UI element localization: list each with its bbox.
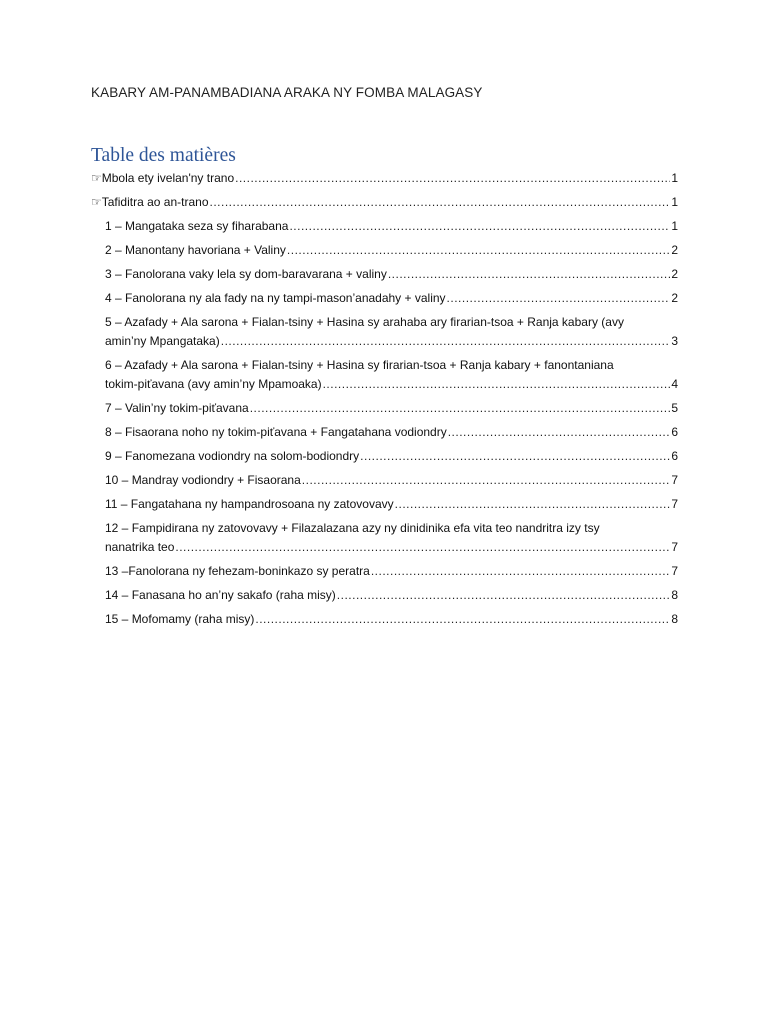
toc-leader-dots xyxy=(210,193,671,212)
toc-title: Table des matières xyxy=(91,145,236,166)
toc-entry-title: 14 – Fanasana ho an’ny sakafo (raha misy) xyxy=(105,588,336,602)
toc-entry[interactable] xyxy=(91,356,678,394)
toc-entry[interactable] xyxy=(91,610,678,629)
toc-entry-title-line1: 5 – Azafady + Ala sarona + Fialan-tsiny + Hasina sy arahaba ary firarian-tsoa + Ranja kabary (avy xyxy=(105,315,624,329)
toc-entry-title: ☞Tafiditra ao an-trano xyxy=(91,195,209,209)
toc-entry-title: 10 – Mandray vodiondry + Fisaorana xyxy=(105,473,301,487)
toc-leader-dots xyxy=(360,447,670,466)
toc-page-number: 8 xyxy=(671,612,678,626)
toc-entry-title: 15 – Mofomamy (raha misy) xyxy=(105,612,255,626)
toc-page-number: 3 xyxy=(671,334,678,348)
toc-leader-dots xyxy=(371,562,670,581)
toc-page-number: 1 xyxy=(671,195,678,209)
toc-entry-title: amin’ny Mpangataka) xyxy=(105,334,220,348)
toc-leader-dots xyxy=(302,471,670,490)
toc-entry[interactable] xyxy=(91,217,678,236)
table-of-contents xyxy=(91,169,678,629)
toc-entry[interactable] xyxy=(91,423,678,442)
toc-entry-title: 13 –Fanolorana ny fehezam-boninkazo sy peratra xyxy=(105,564,370,578)
toc-page-number: 7 xyxy=(671,497,678,511)
toc-entry[interactable] xyxy=(91,193,678,212)
toc-page-number: 5 xyxy=(671,401,678,415)
toc-entry[interactable] xyxy=(91,562,678,581)
toc-entry[interactable] xyxy=(91,313,678,351)
document-header: KABARY AM-PANAMBADIANA ARAKA NY FOMBA MALAGASY xyxy=(91,85,483,100)
toc-leader-dots xyxy=(235,169,670,188)
toc-entry[interactable] xyxy=(91,495,678,514)
toc-leader-dots xyxy=(448,423,670,442)
toc-entry-title: 7 – Valin’ny tokim-piťavana xyxy=(105,401,249,415)
toc-page-number: 1 xyxy=(671,219,678,233)
toc-entry[interactable] xyxy=(91,399,678,418)
toc-entry[interactable] xyxy=(91,265,678,284)
toc-entry-title-line1: 6 – Azafady + Ala sarona + Fialan-tsiny + Hasina sy firarian-tsoa + Ranja kabary + fanontaniana xyxy=(105,358,614,372)
toc-leader-dots xyxy=(323,375,670,394)
toc-leader-dots xyxy=(447,289,670,308)
toc-entry[interactable] xyxy=(91,471,678,490)
toc-entry-title: tokim-piťavana (avy amin’ny Mpamoaka) xyxy=(105,377,322,391)
toc-entry-title: nanatrika teo xyxy=(105,540,175,554)
toc-leader-dots xyxy=(250,399,670,418)
toc-entry-title: 11 – Fangatahana ny hampandrosoana ny zatovovavy xyxy=(105,497,394,511)
toc-entry[interactable] xyxy=(91,241,678,260)
toc-entry[interactable] xyxy=(91,519,678,557)
toc-entry[interactable] xyxy=(91,586,678,605)
toc-leader-dots xyxy=(287,241,670,260)
toc-page-number: 7 xyxy=(671,473,678,487)
toc-leader-dots xyxy=(388,265,670,284)
toc-leader-dots xyxy=(289,217,670,236)
toc-entry-title: ☞Mbola ety ivelan'ny trano xyxy=(91,171,235,185)
toc-page-number: 6 xyxy=(671,425,678,439)
toc-leader-dots xyxy=(255,610,670,629)
toc-leader-dots xyxy=(395,495,670,514)
toc-entry[interactable] xyxy=(91,289,678,308)
toc-page-number: 6 xyxy=(671,449,678,463)
toc-entry[interactable] xyxy=(91,169,678,188)
toc-entry[interactable] xyxy=(91,447,678,466)
toc-leader-dots xyxy=(221,332,670,351)
toc-page-number: 7 xyxy=(671,540,678,554)
toc-entry-title: 2 – Manontany havoriana + Valiny xyxy=(105,243,286,257)
toc-entry-title: 9 – Fanomezana vodiondry na solom-bodiondry xyxy=(105,449,360,463)
toc-page-number: 2 xyxy=(671,267,678,281)
toc-entry-title: 4 – Fanolorana ny ala fady na ny tampi-mason’anadahy + valiny xyxy=(105,291,446,305)
toc-entry-title: 1 – Mangataka seza sy fiharabana xyxy=(105,219,289,233)
toc-leader-dots xyxy=(175,538,670,557)
toc-page-number: 8 xyxy=(671,588,678,602)
toc-leader-dots xyxy=(337,586,670,605)
toc-page-number: 4 xyxy=(671,377,678,391)
toc-page-number: 2 xyxy=(671,243,678,257)
toc-entry-title: 8 – Fisaorana noho ny tokim-piťavana + Fangatahana vodiondry xyxy=(105,425,447,439)
toc-page-number: 1 xyxy=(671,171,678,185)
toc-page-number: 2 xyxy=(671,291,678,305)
toc-entry-title-line1: 12 – Fampidirana ny zatovovavy + Filazalazana azy ny dinidinika efa vita teo nandritra izy tsy xyxy=(105,521,600,535)
toc-entry-title: 3 – Fanolorana vaky lela sy dom-baravarana + valiny xyxy=(105,267,387,281)
toc-page-number: 7 xyxy=(671,564,678,578)
